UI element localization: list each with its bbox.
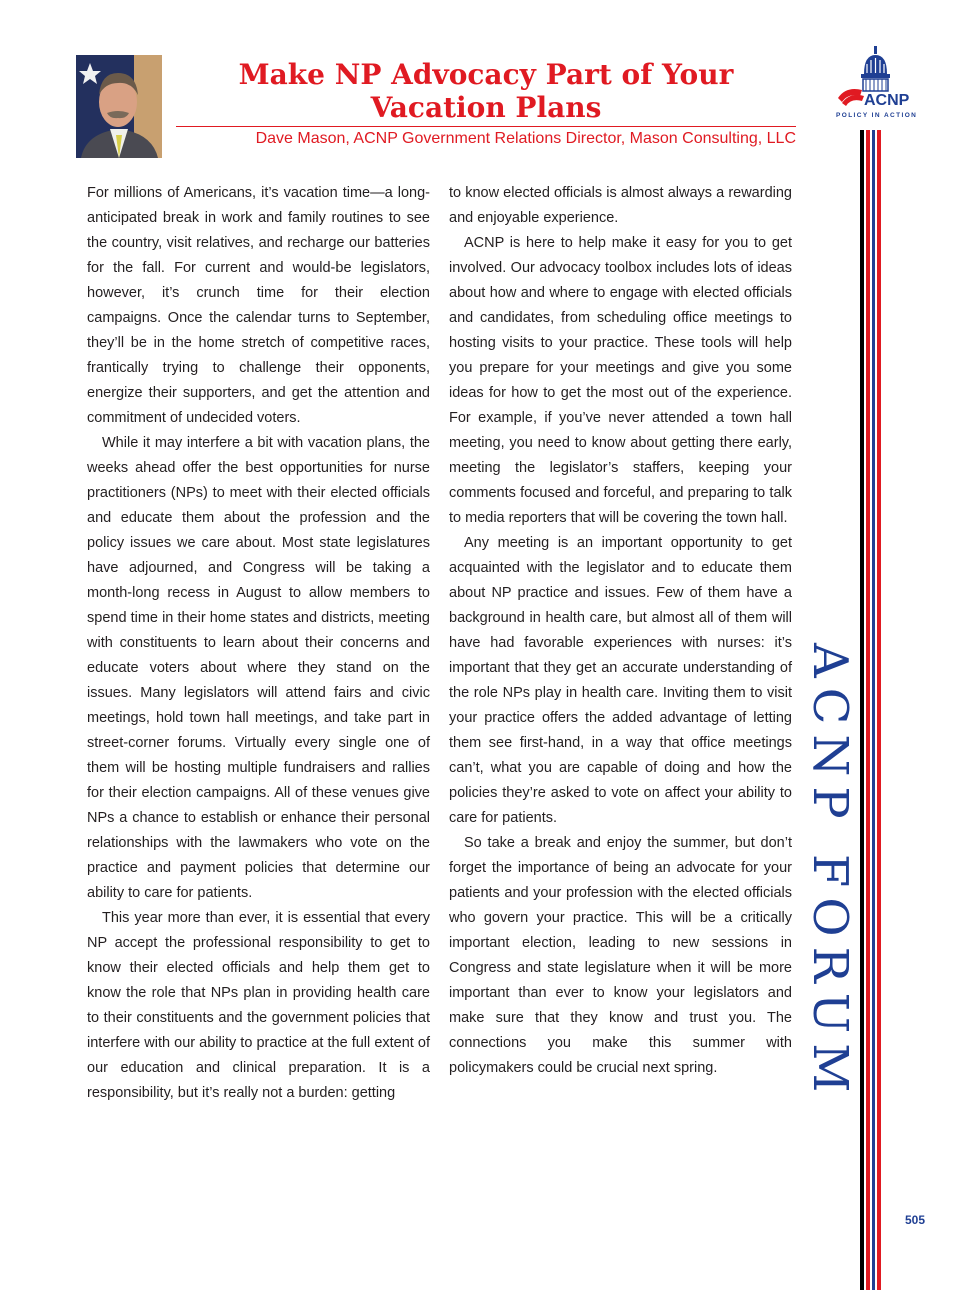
author-photo xyxy=(76,55,162,158)
page-number: 505 xyxy=(905,1213,926,1227)
decorative-stripe-red xyxy=(877,130,881,1290)
logo-text: ACNP xyxy=(864,92,910,109)
article-column-left xyxy=(87,181,430,1106)
author-byline: Dave Mason, ACNP Government Relations Director, Mason Consulting, LLC xyxy=(176,126,796,150)
article-title: Make NP Advocacy Part of Your Vacation Plans xyxy=(238,58,734,124)
article-column-right xyxy=(449,181,792,1081)
paragraph: ACNP is here to help make it easy for you to get involved. Our advocacy toolbox includes lots of ideas about how and where to engage with elected officials and candidates, from scheduling office meetings to hosting visits to your practice. These tools will help you prepare for your meetings and give you some ideas for how to get the most out of the experience. For example, if you’ve never attended a town hall meeting, you need to know about getting there early, meeting the legislator’s staffers, keeping your comments focused and forceful, and preparing to talk to media reporters that will be covering the town hall. xyxy=(449,235,792,526)
paragraph: So take a break and enjoy the summer, but don’t forget the importance of being an advocate for your patients and your profession with the elected officials who govern your practice. This will be a critically important election, leading to new sessions in Congress and state legislature when it will be more important than ever to know your legislators and make sure that they know and trust you. The connections you make this summer with policymakers could be crucial next spring. xyxy=(449,835,792,1076)
paragraph: Any meeting is an important opportunity to get acquainted with the legislator and to educate them about NP practice and issues. Few of them have a background in health care, but almost all of them will have had favorable experiences with nurses: it’s important that they get an accurate understanding of the role NPs play in health care. Inviting them to visit your practice offers the added advantage of letting them see first-hand, in a way that office meetings can’t, what you are capable of doing and how the policies they’re asked to vote on affect your ability to care for patients. xyxy=(449,535,792,826)
acnp-logo xyxy=(832,42,924,120)
paragraph: While it may interfere a bit with vacation plans, the weeks ahead offer the best opportunities for nurse practitioners (NPs) to meet with their elected officials and educate them about the profession and the policy issues we care about. Most state legislatures have adjourned, and Congress will be taking a month-long recess in August to allow members to spend time in their home states and districts, meeting with constituents to learn about their concerns and educate voters about where they stand on the issues. Many legislators will attend fairs and civic meetings, hold town hall meetings, and take part in street-corner forums. Virtually every single one of them will be hosting multiple fundraisers and rallies for their election campaigns. All of these venues give NPs a chance to establish or enhance their personal relationships with the lawmakers who vote on the practice and payment policies that determine our ability to care for patients. xyxy=(87,435,430,901)
decorative-stripe-black xyxy=(860,130,864,1290)
section-title-vertical: ACNP FORUM xyxy=(802,643,858,1103)
decorative-stripe-blue xyxy=(872,130,875,1290)
logo-tagline: POLICY IN ACTION xyxy=(836,112,918,119)
decorative-stripe-red xyxy=(866,130,870,1290)
paragraph: For millions of Americans, it’s vacation time—a long-anticipated break in work and family routines to see the country, visit relatives, and recharge our batteries for the fall. For current and would-be legislators, however, it’s crunch time for their election campaigns. Once the calendar turns to September, they’ll be in the home stretch of competitive races, frantically trying to challenge their opponents, energize their supporters, and get the attention and commitment of undecided voters. xyxy=(87,185,430,426)
paragraph: to know elected officials is almost always a rewarding and enjoyable experience. xyxy=(449,185,792,226)
paragraph: This year more than ever, it is essential that every NP accept the professional responsibility to get to know their elected officials and help them get to know the role that NPs plan in providing health care to their constituents and the government policies that interfere with our ability to practice at the full extent of our education and clinical preparation. It is a responsibility, but it’s really not a burden: getting xyxy=(87,910,430,1101)
